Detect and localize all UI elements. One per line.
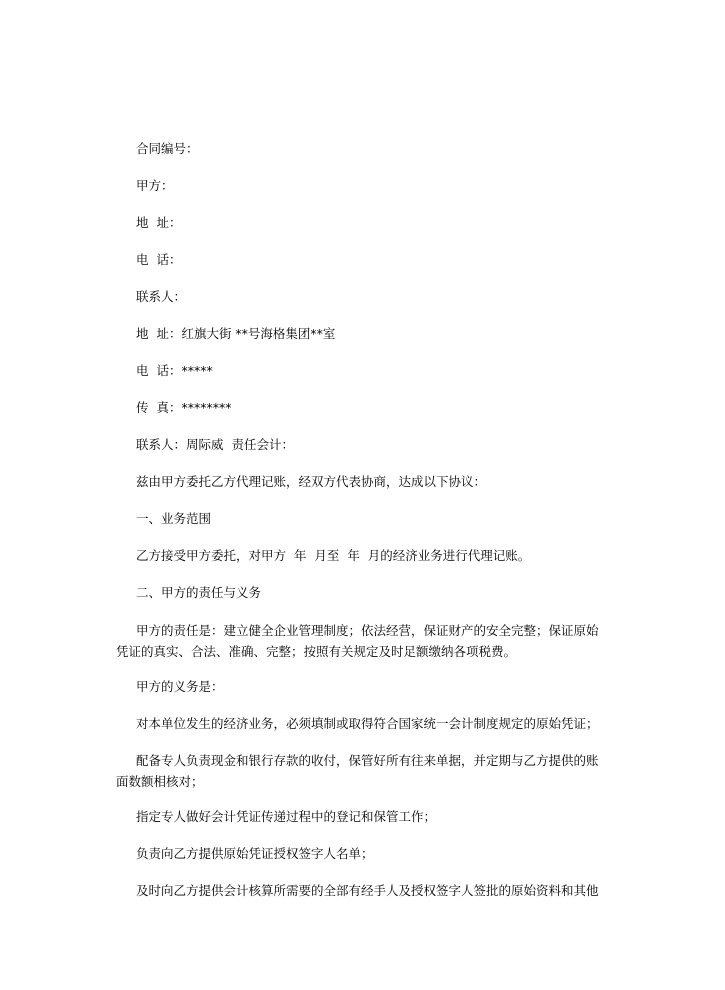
party-b-address-line: 地 址：红旗大街 **号海格集团**室 <box>136 326 336 341</box>
party-a-responsibility-paragraph: 甲方的责任是：建立健全企业管理制度；依法经营，保证财产的安全完整；保证原始凭证的真实、合法、准确、完整；按照有关规定及时足额缴纳各项税费。 <box>116 623 599 659</box>
party-a-line: 甲方： <box>136 178 174 193</box>
party-a-contact-line: 联系人： <box>136 289 187 304</box>
obligation-item-cash: 配备专人负责现金和银行存款的收付，保管好所有往来单据，并定期与乙方提供的账面数额相核对； <box>116 753 599 789</box>
obligation-item-custody: 指定专人做好会计凭证传递过程中的登记和保管工作； <box>136 809 437 824</box>
obligation-item-materials: 及时向乙方提供会计核算所需要的全部有经手人及授权签字人签批的原始资料和其他 <box>136 883 599 898</box>
party-a-phone-line: 电 话： <box>136 252 182 267</box>
preamble-paragraph: 兹由甲方委托乙方代理记账，经双方代表协商，达成以下协议： <box>136 474 487 489</box>
contract-number-line: 合同编号： <box>136 141 199 156</box>
section-heading-scope: 一、业务范围 <box>136 511 212 526</box>
obligation-item-signatories: 负责向乙方提供原始凭证授权签字人名单； <box>136 846 374 861</box>
party-b-contact-line: 联系人：周际威 责任会计： <box>136 437 294 452</box>
party-b-phone-line: 电 话：***** <box>136 363 213 378</box>
party-b-fax-line: 传 真：******** <box>136 400 232 415</box>
party-a-obligation-heading: 甲方的义务是： <box>136 679 224 694</box>
obligation-item-vouchers: 对本单位发生的经济业务，必须填制或取得符合国家统一会计制度规定的原始凭证； <box>136 716 599 731</box>
section-heading-party-a: 二、甲方的责任与义务 <box>136 585 262 600</box>
party-a-address-line: 地 址： <box>136 215 182 230</box>
scope-paragraph: 乙方接受甲方委托，对甲方 年 月至 年 月的经济业务进行代理记账。 <box>136 548 531 563</box>
